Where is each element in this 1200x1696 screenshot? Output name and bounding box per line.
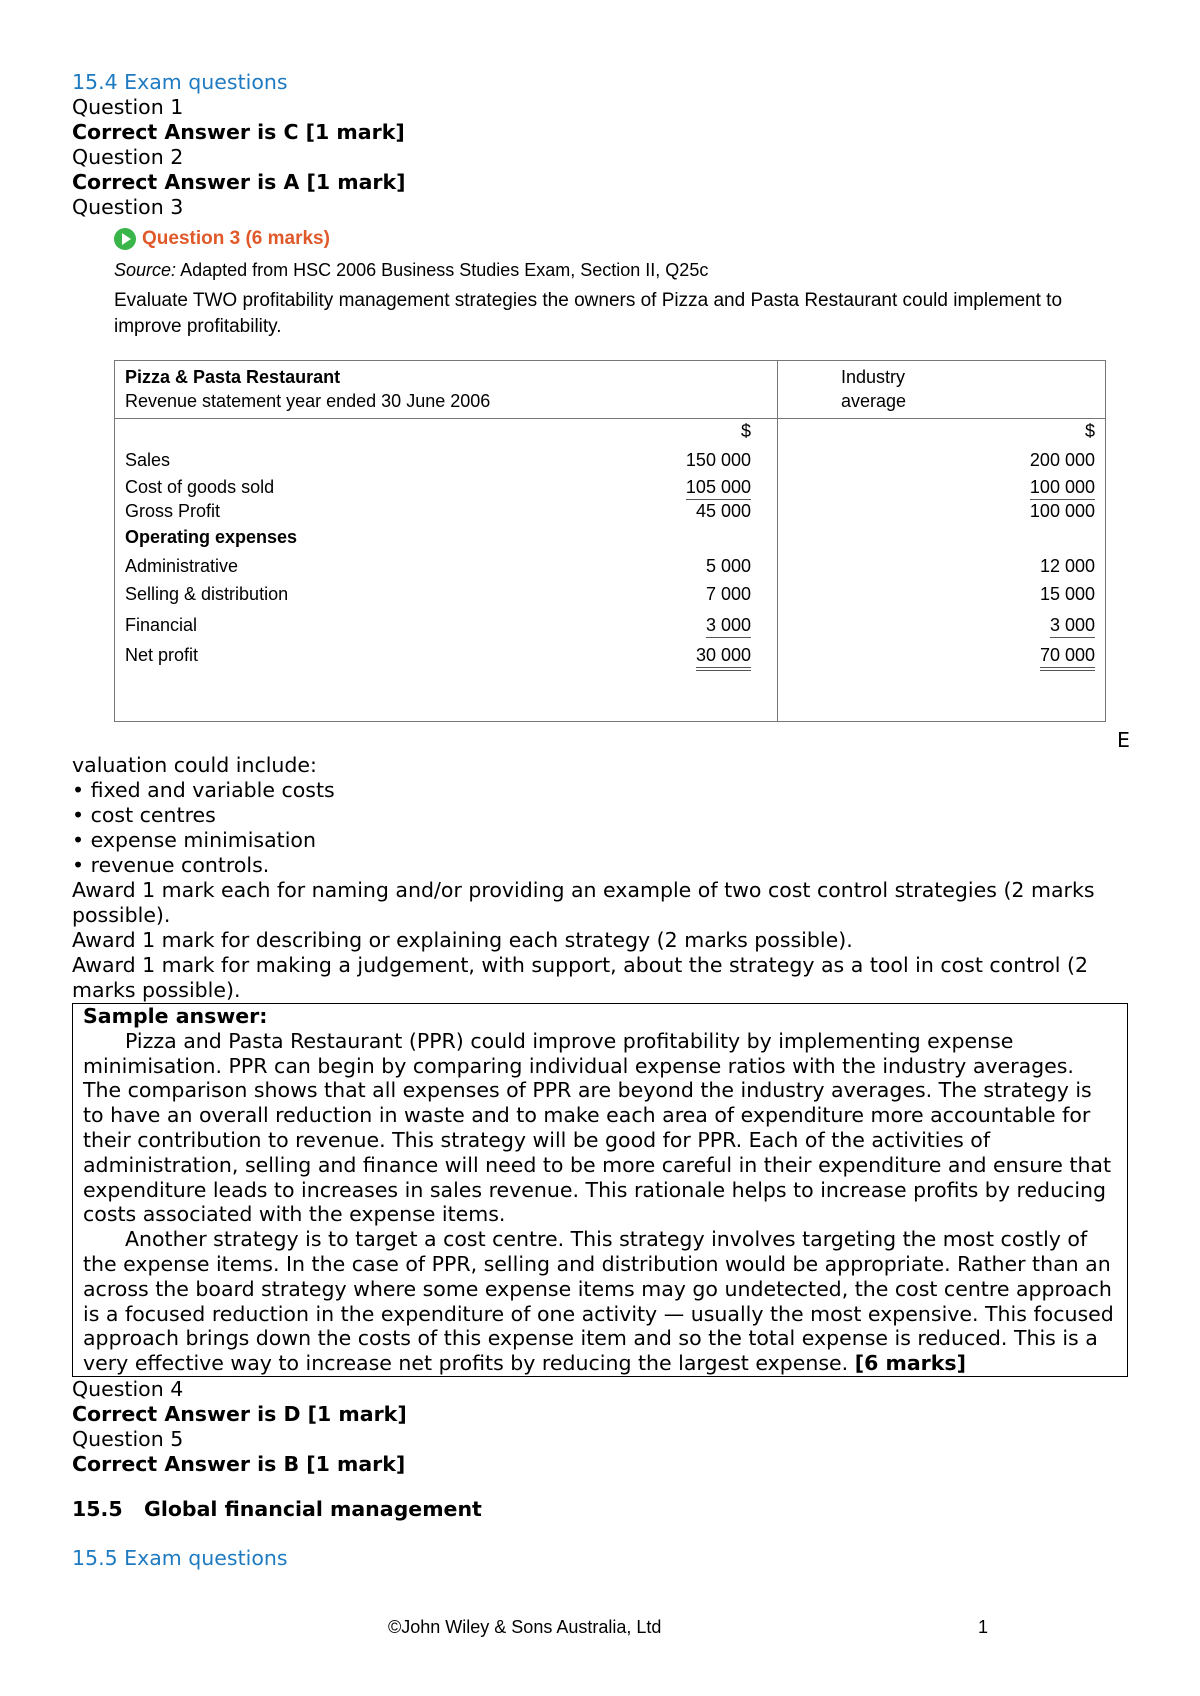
row-label: Selling & distribution (125, 584, 289, 604)
marking-criterion: Award 1 mark each for naming and/or providing an example of two cost control strategies (2 marks possible). (72, 878, 1095, 927)
list-item: • cost centres (72, 803, 216, 827)
row-label: Net profit (125, 645, 199, 665)
page-number: 1 (978, 1617, 989, 1637)
currency-header: $ (740, 421, 751, 441)
section-heading: 15.4 Exam questions (72, 70, 288, 94)
table-title: Pizza & Pasta Restaurant (125, 367, 341, 387)
play-icon (114, 228, 136, 250)
list-item: • fixed and variable costs (72, 778, 335, 802)
restaurant-value: 45 000 (695, 501, 751, 521)
question-label: Question 1 (72, 95, 184, 119)
header-divider (115, 418, 1105, 419)
question-prompt: Evaluate TWO profitability management strategies the owners of Pizza and Pasta Restaurant could implement to improve profitability. (114, 290, 1063, 337)
correct-answer: Correct Answer is D [1 mark] (72, 1401, 407, 1426)
correct-answer: Correct Answer is B [1 mark] (72, 1451, 406, 1476)
question-label: Question 5 (72, 1426, 184, 1451)
copyright-notice: ©John Wiley & Sons Australia, Ltd (388, 1617, 662, 1637)
document-page (72, 70, 1150, 1571)
list-item: • revenue controls. (72, 853, 270, 877)
sample-answer-marks: [6 marks] (854, 1351, 966, 1376)
row-label: Operating expenses (125, 527, 298, 547)
row-label: Sales (125, 450, 171, 470)
correct-answer: Correct Answer is C [1 mark] (72, 120, 405, 144)
sample-answer-paragraph: Another strategy is to target a cost centre. This strategy involves targeting the most costly of the expense items. In the case of PPR, selling and distribution would be appropriate. Rather than an across the board strategy where some expense items may go undetected, the cost centre approach is a focused reduction in the expenditure of one activity — usually the most expensive. This focused approach brings down the costs of this expense item and so the total expense is reduced. This is a very effective way to increase net profits by reducing the largest expense. [6 marks] (83, 1227, 1114, 1376)
industry-value: 70 000 (1040, 645, 1095, 671)
marking-criterion: Award 1 mark for making a judgement, with support, about the strategy as a tool in cost control (2 marks possible). (72, 953, 1089, 1002)
question-3-image (92, 220, 1112, 728)
industry-value: 100 000 (1029, 501, 1095, 521)
restaurant-value: 30 000 (696, 645, 751, 671)
industry-value: 15 000 (1039, 584, 1095, 604)
sample-answer-label: Sample answer: (83, 1004, 268, 1028)
list-item: • expense minimisation (72, 828, 316, 852)
section-heading: 15.5 Global financial management (72, 1496, 482, 1521)
marking-criterion: Award 1 mark for describing or explaining each strategy (2 marks possible). (72, 928, 853, 952)
question-label: Question 2 (72, 145, 184, 169)
row-label: Gross Profit (125, 501, 221, 521)
restaurant-value: 7 000 (705, 584, 751, 604)
industry-value: 200 000 (1029, 450, 1095, 470)
question-label: Question 4 (72, 1376, 184, 1401)
question-source: Source: Adapted from HSC 2006 Business Studies Exam, Section II, Q25c (114, 260, 709, 280)
industry-value: 3 000 (1050, 615, 1095, 638)
section-heading: 15.5 Exam questions (72, 1545, 288, 1570)
currency-header: $ (1084, 421, 1095, 441)
industry-header: Industry (841, 367, 906, 387)
question-3-heading: Question 3 (6 marks) (114, 228, 330, 250)
restaurant-value: 105 000 (686, 477, 751, 500)
revenue-statement-table (114, 360, 1106, 722)
evaluation-lead-letter: E (1117, 728, 1130, 752)
industry-value: 100 000 (1030, 477, 1095, 500)
table-subtitle: Revenue statement year ended 30 June 2006 (125, 391, 491, 411)
industry-value: 12 000 (1039, 556, 1095, 576)
restaurant-value: 150 000 (685, 450, 751, 470)
correct-answer: Correct Answer is A [1 mark] (72, 170, 406, 194)
row-label: Financial (125, 615, 198, 635)
sample-answer-box (72, 1003, 1128, 1377)
question-label: Question 3 (72, 195, 184, 219)
sample-answer-paragraph: Pizza and Pasta Restaurant (PPR) could improve profitability by implementing expense minimisation. PPR can begin by comparing individual expense ratios with the industry averages. The comparison shows that all expenses of PPR are beyond the industry averages. The strategy is to have an overall reduction in waste and to make each area of expenditure more accountable for their contribution to revenue. This strategy will be good for PPR. Each of the activities of administration, selling and finance will need to be more careful in their expenditure and ensure that expenditure leads to increases in sales revenue. This rationale helps to increase profits by reducing costs associated with the expense items. (83, 1028, 1112, 1227)
restaurant-value: 3 000 (706, 615, 751, 638)
industry-header: average (841, 391, 907, 411)
row-label: Cost of goods sold (125, 477, 275, 497)
column-divider (777, 361, 778, 721)
row-label: Administrative (125, 556, 239, 576)
evaluation-intro: valuation could include: (72, 753, 317, 777)
restaurant-value: 5 000 (705, 556, 751, 576)
